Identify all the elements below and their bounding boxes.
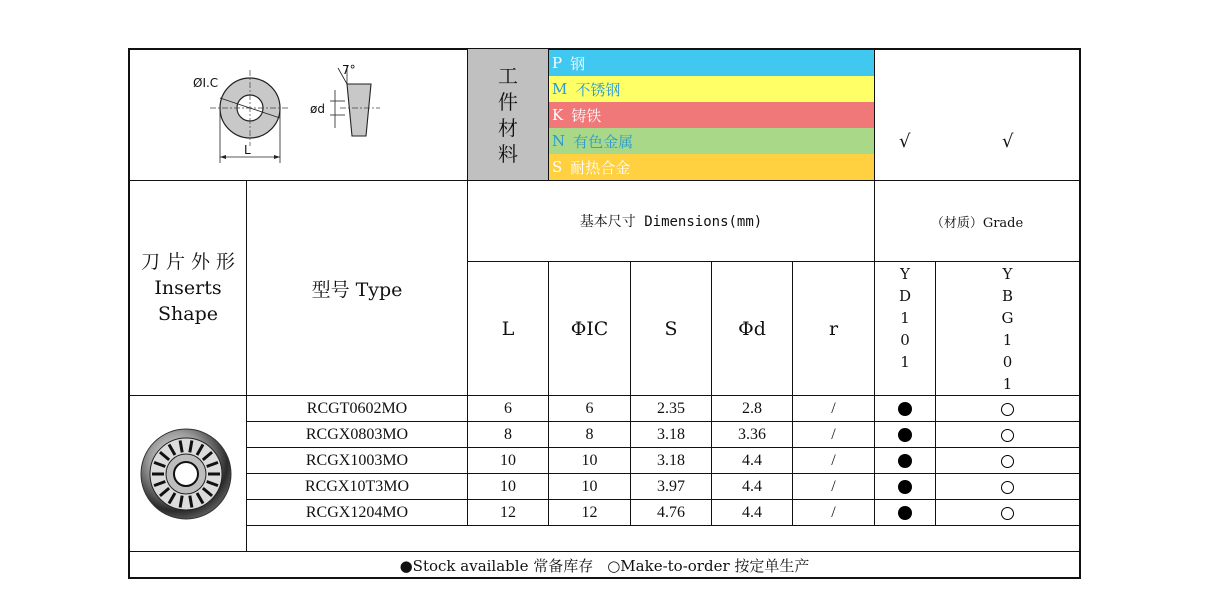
rule [129,551,1081,552]
insert-photo [138,426,234,522]
grade-letter: B [1001,287,1013,305]
grade-letter: 0 [1002,353,1013,371]
d-label: ød [310,102,325,116]
row-l: 6 [504,400,512,417]
row-type: RCGX1204MO [305,504,409,521]
row-grade-ybg101 [936,422,1079,448]
row-r: / [831,452,836,469]
material-name: 有色金属 [573,132,634,151]
material-name: 不锈钢 [575,80,621,99]
col-header-d-label: Φd [738,317,766,340]
material-p [549,50,874,76]
material-code: N [552,132,566,150]
material-code: M [552,80,568,98]
stock-dot-icon [898,506,912,520]
material-code: K [552,106,564,124]
angle-label: 7° [342,63,356,77]
col-header-ic-label: ΦIC [570,317,609,340]
grade-yd101 [875,263,935,375]
order-ring-icon [1001,507,1014,520]
row-s: 3.18 [657,452,685,469]
col-header-r-label: r [828,317,839,340]
material-name: 钢 [570,54,586,73]
row-r: / [831,478,836,495]
row-grade-ybg101 [936,396,1079,422]
row-ic: 6 [585,400,594,417]
row-grade-ybg101 [936,474,1079,500]
col-header-d [712,262,792,395]
insert-tooth [190,496,192,508]
legend-stock: ●Stock available 常备库存 [399,556,594,575]
row-grade-ybg101 [936,448,1079,474]
grade-header-label: （材质）Grade [930,215,1024,231]
grade-letter: 1 [900,309,910,327]
row-ic: 8 [585,426,594,443]
legend-footer [130,553,1079,577]
col-header-l-label: L [501,317,515,340]
grade-header [875,181,1079,261]
dimensions-header-label: 基本尺寸 Dimensions(mm) [579,214,763,230]
row-ic: 10 [581,478,598,495]
col-header-r [793,262,874,395]
stock-dot-icon [898,402,912,416]
row-grade-yd101 [875,448,935,474]
material-name: 耐热合金 [570,158,631,177]
col-header-s [631,262,711,395]
row-grade-yd101 [875,500,935,526]
material-code: P [552,54,563,72]
insert-tooth [180,441,182,453]
row-ic: 10 [581,452,598,469]
row-r: / [831,400,836,417]
row-d: 4.4 [742,478,762,495]
material-name: 铸铁 [571,106,602,125]
grade-check-1: √ [899,131,911,152]
row-grade-ybg101 [936,500,1079,526]
insert-tooth [190,441,192,453]
type-header [247,181,467,395]
col-header-ic [549,262,630,395]
row-l: 10 [500,452,516,469]
row-l: 8 [504,426,512,443]
order-ring-icon [1001,481,1014,494]
row-d: 3.36 [738,426,766,443]
legend-order: ○Make-to-order 按定单生产 [607,556,810,575]
row-d: 4.4 [742,452,762,469]
l-label: L [244,143,251,157]
stock-dot-icon [898,428,912,442]
row-r: / [831,426,836,443]
grade-letter: D [898,287,912,305]
dimensions-header [468,181,874,261]
row-d: 4.4 [742,504,762,521]
row-grade-yd101 [875,422,935,448]
ic-label: ØI.C [193,76,219,90]
order-ring-icon [1001,403,1014,416]
grade-letter: Y [1002,265,1013,283]
row-type: RCGX0803MO [305,426,409,443]
row-grade-yd101 [875,474,935,500]
col-header-l [468,262,548,395]
stock-dot-icon [898,480,912,494]
row-s: 3.18 [657,426,685,443]
row-l: 12 [500,504,516,521]
row-s: 4.76 [657,504,685,521]
grade-letter: Y [900,265,910,283]
row-d: 2.8 [742,400,762,417]
material-header-label: 工件材料 [498,63,518,166]
material-k [549,102,874,128]
row-l: 10 [500,478,516,495]
shape-header-en2: Shape [158,303,218,325]
grade-ybg101 [936,263,1079,395]
order-ring-icon [1001,429,1014,442]
material-s [549,154,874,180]
stock-dot-icon [898,454,912,468]
type-header-label: 型号 Type [311,278,403,301]
row-type: RCGX1003MO [305,452,409,469]
material-m [549,76,874,102]
col-header-s-label: S [664,317,678,340]
shape-header-cn: 刀 片 外 形 [140,251,236,273]
grade-letter: 0 [900,331,910,349]
insert-tooth [180,496,182,508]
grade-letter: G [1001,309,1014,327]
grade-letter: 1 [1002,375,1013,393]
shape-header [130,246,246,330]
row-r: / [831,504,836,521]
grade-check-2: √ [1002,131,1014,152]
material-code: S [552,158,563,176]
shape-header-en1: Inserts [154,277,222,299]
grade-letter: 1 [900,353,910,371]
row-s: 3.97 [657,478,685,495]
grade-letter: 1 [1002,331,1013,349]
frame-bottom [129,577,1081,579]
row-s: 2.35 [657,400,685,417]
order-ring-icon [1001,455,1014,468]
material-n [549,128,874,154]
row-type: RCGX10T3MO [304,478,409,495]
row-ic: 12 [581,504,598,521]
material-header [468,49,548,180]
row-grade-yd101 [875,396,935,422]
row-type: RCGT0602MO [306,400,408,417]
